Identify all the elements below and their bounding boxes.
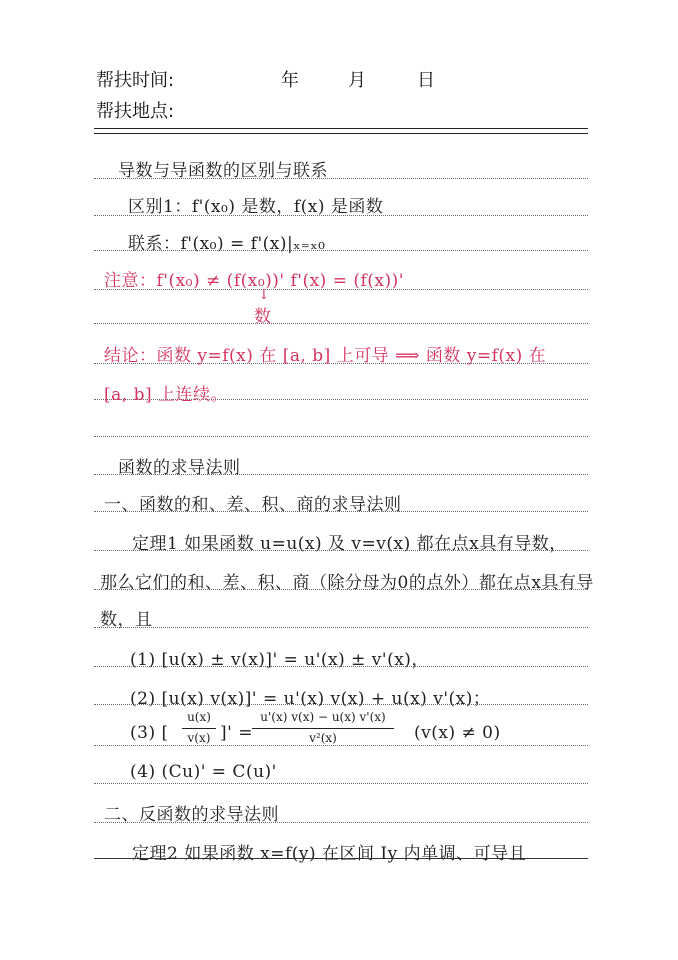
conclusion-line-2: [a, b] 上连续。: [104, 385, 228, 405]
formula-2: (2) [u(x) v(x)]' = u'(x) v(x) + u(x) v'(x)；: [130, 689, 491, 709]
header-rule-top: [94, 128, 588, 129]
conclusion-line-1: 结论：函数 y=f(x) 在 [a, b] 上可导 ⟹ 函数 y=f(x) 在: [104, 346, 547, 366]
note-line: 注意：f'(x₀) ≠ (f(x₀))' f'(x) = (f(x))': [104, 271, 404, 291]
formula-3-rhs-denominator: v²(x): [309, 731, 337, 745]
note-arrow: ↓: [258, 287, 271, 303]
ruled-line: [94, 745, 588, 746]
ruled-line: [94, 627, 588, 628]
day-label: 日: [417, 70, 435, 91]
month-label: 月: [348, 70, 366, 91]
note-sub-number: 数: [254, 307, 272, 327]
formula-3-numerator: u(x): [187, 710, 211, 724]
formula-3-denominator: v(x): [187, 731, 211, 745]
formula-3-prefix: (3) [: [130, 723, 169, 743]
ruled-line: [94, 436, 588, 437]
formula-1: (1) [u(x) ± v(x)]' = u'(x) ± v'(x)，: [130, 650, 429, 670]
formula-3-equals: ]' =: [220, 723, 253, 743]
theorem-1-line-1: 定理1 如果函数 u=u(x) 及 v=v(x) 都在点x具有导数，: [132, 534, 567, 554]
ruled-line: [94, 783, 588, 784]
formula-3-rhs-numerator: u'(x) v(x) − u(x) v'(x): [260, 710, 386, 724]
help-place-label: 帮扶地点:: [96, 101, 175, 122]
theorem-2-line-1: 定理2 如果函数 x=f(y) 在区间 Iy 内单调、可导且: [132, 844, 527, 864]
year-label: 年: [281, 70, 299, 91]
formula-3-rhs-fraction-bar: [252, 728, 394, 729]
header-rule-bottom: [94, 133, 588, 134]
ruled-line: [94, 323, 588, 324]
difference-line: 区别1：f'(x₀) 是数，f(x) 是函数: [128, 197, 384, 217]
heading-derivative-difference: 导数与导函数的区别与联系: [118, 161, 328, 181]
section-1-heading: 一、函数的和、差、积、商的求导法则: [104, 495, 402, 515]
formula-3-fraction-bar: [182, 728, 216, 729]
formula-3-condition: (v(x) ≠ 0): [414, 723, 501, 743]
heading-derivative-rules: 函数的求导法则: [118, 458, 241, 478]
theorem-1-line-3: 数，且: [100, 610, 153, 630]
theorem-1-line-2: 那么它们的和、差、积、商（除分母为0的点外）都在点x具有导: [100, 573, 594, 593]
connection-line: 联系：f'(x₀) = f'(x)|ₓ₌ₓ₀: [128, 234, 326, 254]
section-2-heading: 二、反函数的求导法则: [104, 805, 279, 825]
help-time-label: 帮扶时间:: [96, 70, 175, 91]
formula-4: (4) (Cu)' = C(u)': [130, 762, 277, 782]
